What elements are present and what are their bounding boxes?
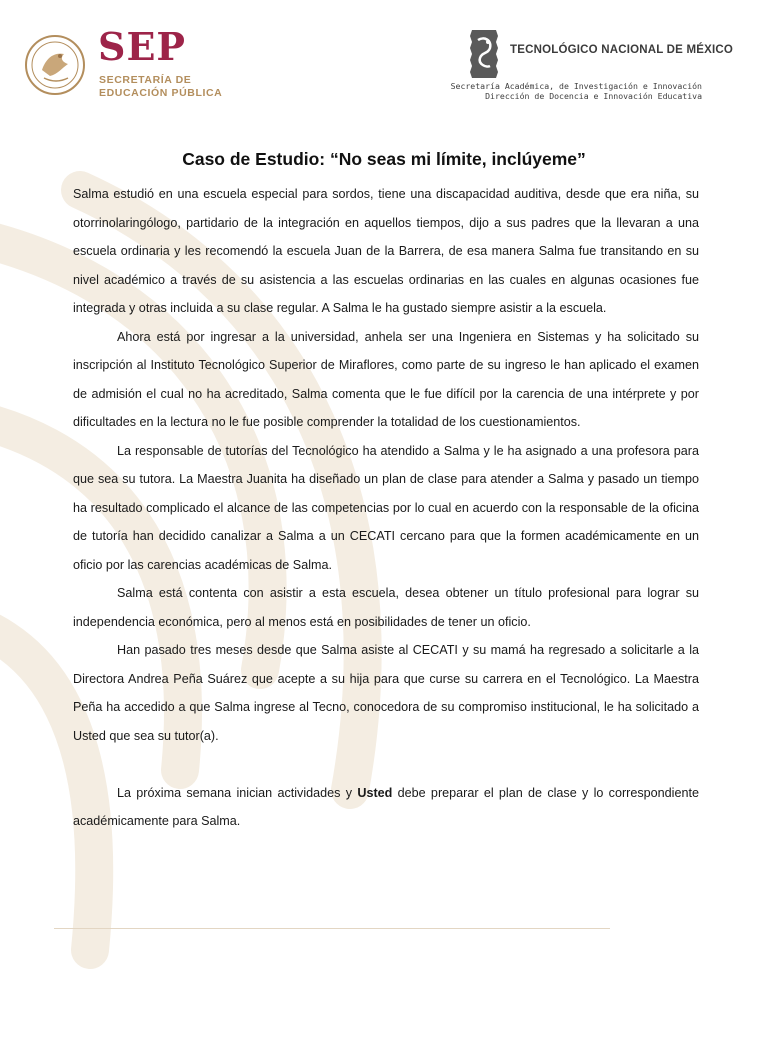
sep-wordmark: SEP <box>98 24 186 69</box>
tecnm-subtitle <box>451 81 702 101</box>
tecnm-gear-icon <box>466 24 502 80</box>
paragraph-4: Salma está contenta con asistir a esta escuela, desea obtener un título profesional para lograr su independencia económica, pero al menos está en posibilidades de tener un oficio. <box>73 586 699 629</box>
paragraph-5: Han pasado tres meses desde que Salma asiste al CECATI y su mamá ha regresado a solicitarle a la Directora Andrea Peña Suárez que acepte a su hija para que curse su carrera en el Tecnológico. La Maestra Peña ha accedido a que Salma ingrese al Tecno, conocedora de su compromiso institucional, le ha solicitado a Usted que sea su tutor(a). <box>73 643 699 743</box>
closing-paragraph <box>73 779 699 836</box>
closing-text-after: debe preparar el plan de clase y lo correspondiente académicamente para Salma. <box>73 785 699 828</box>
paragraph-3: La responsable de tutorías del Tecnológico ha atendido a Salma y le ha asignado a una profesora para que sea su tutora. La Maestra Juanita ha diseñado un plan de clase para atender a Salma y pasado un tiempo ha resultado complicado el alcance de las competencias por lo cual en acuerdo con la responsable de la oficina de tutoría han decidido canalizar a Salma a un CECATI cercano para que la formen académicamente en un oficio por las carencias académicas de Salma. <box>73 443 699 572</box>
footer-divider <box>54 928 610 929</box>
sep-subtitle <box>99 74 222 100</box>
paragraph-1: Salma estudió en una escuela especial para sordos, tiene una discapacidad auditiva, desde que era niña, su otorrinolaringólogo, partidario de la integración en aquellos tiempos, dijo a sus padres que la llevaran a una escuela ordinaria y les recomendó la escuela Juan de la Barrera, de esa manera Salma fue transitando en su nivel académico a través de su asistencia a las escuelas ordinarias en las cuales en algunas ocasiones fue integrada y otras incluida a su clase regular. A Salma le ha gustado siempre asistir a la escuela. <box>73 187 699 315</box>
document-body <box>73 180 699 836</box>
tecnm-subtitle-line1: Secretaría Académica, de Investigación e Innovación <box>450 81 702 91</box>
national-seal-icon <box>24 34 86 96</box>
closing-text-before: La próxima semana inician actividades y <box>117 785 358 800</box>
sep-subtitle-line1: SECRETARÍA DE <box>99 74 192 86</box>
tecnm-subtitle-line2: Dirección de Docencia e Innovación Educativa <box>485 91 702 101</box>
closing-emphasis: Usted <box>357 785 393 800</box>
sep-logo <box>24 24 224 110</box>
sep-subtitle-line2: EDUCACIÓN PÚBLICA <box>99 87 223 99</box>
paragraph-2: Ahora está por ingresar a la universidad, anhela ser una Ingeniera en Sistemas y ha solicitado su inscripción al Instituto Tecnológico Superior de Miraflores, como parte de su ingreso le han aplicado el examen de admisión el cual no ha acreditado, Salma comenta que le fue difícil por la carencia de una intérprete y por dificultades en la lectura no le fue posible comprender la totalidad de los cuestionamientos. <box>73 329 699 429</box>
tecnm-name: TECNOLÓGICO NACIONAL DE MÉXICO <box>510 44 734 56</box>
document-title: Caso de Estudio: “No seas mi límite, inclúyeme” <box>182 149 586 169</box>
